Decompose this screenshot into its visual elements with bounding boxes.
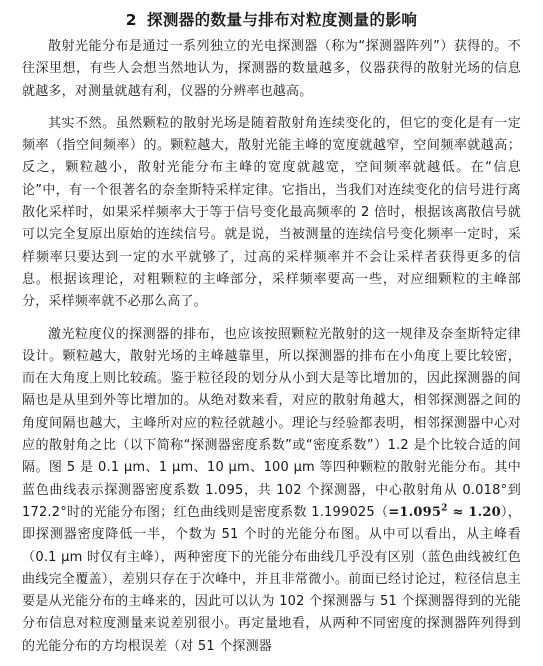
paragraph-3-text-b: ），即探测器密度降低一半，个数为 51 个时的光能分布图。从中可以看出，从主峰看（0.1 μm 时仅有主峰），两种密度下的光能分布曲线几乎没有区别（蓝色曲线被红色曲线完全覆盖），差别只存在于次峰中，并且非常微小。前面已经讨论过，粒径信息主要是从光能分布的主峰来的，因此可以认为 102 个探测器与 51 个探测器得到的光能分布信息对粒度测量来说差别很小。再定量地看，从两种不同密度的探测器阵列得到的光能分布的方均根误差（对 51 个探测器 [22,504,521,654]
paragraph-2: 其实不然。虽然颗粒的散射光场是随着散射角连续变化的，但它的变化是有一定频率（指空间频率）的。颗粒越大，散射光能主峰的宽度就越窄，空间频率就越高；反之，颗粒越小，散射光能分布主峰的宽度就越宽，空间频率就越低。在“信息论”中，有一个很著名的奈奎斯特采样定律。它指出，当我们对连续变化的信号进行离散化采样时，如果采样频率大于等于信号变化最高频率的 2 倍时，根据该离散信号就可以完全复原出原始的连续信号。就是说，当被测量的连续信号变化频率一定时，采样频率只要达到一定的水平就够了，过高的采样频率并不会让采样者获得更多的信息。根据该理论，对粗颗粒的主峰部分，采样频率要高一些，对应细颗粒的主峰部分，采样频率就不必那么高了。 [22,115,521,310]
density-formula: $=1.095^2 \approx 1.20$ [388,503,501,520]
paragraph-3 [22,324,521,658]
section-heading [22,8,521,30]
paragraph-1: 散射光能分布是通过一系列独立的光电探测器（称为“探测器阵列”）获得的。不往深里想，有些人会想当然地认为，探测器的数量越多，仪器获得的散射光场的信息就越多，对测量就越有利，仪器的分辨率也越高。 [22,39,521,99]
formula-exponent: 2 [441,503,448,514]
section-number: 2 [125,11,137,29]
section-title: 探测器的数量与排布对粒度测量的影响 [146,11,418,29]
paragraph-3-text-a: 激光粒度仪的探测器的排布，也应该按照颗粒光散射的这一规律及奈奎斯特定律设计。颗粒越大，散射光场的主峰越靠里，所以探测器的排布在小角度上要比较密，而在大角度上则比较疏。鉴于粒径段的划分从小到大是等比增加的，因此探测器的间隔也是从里到外等比增加的。从绝对数来看，对应的散射角越大，相邻探测器之间的角度间隔也越大，主峰所对应的粒径就越小。理论与经验都表明，相邻探测器中心对应的散射角之比（以下简称“探测器密度系数”或“密度系数”）1.2 是个比较合适的间隔。图 5 是 0.1 μm、1 μm、10 μm、100 μm 等四种颗粒的散射光能分布。其中蓝色曲线表示探测器密度系数 1.095，共 102 个探测器，中心散射角从 0.018°到 172.2°时的光能分布图；红色曲线则是密度系数 1.199025（ [22,326,521,520]
